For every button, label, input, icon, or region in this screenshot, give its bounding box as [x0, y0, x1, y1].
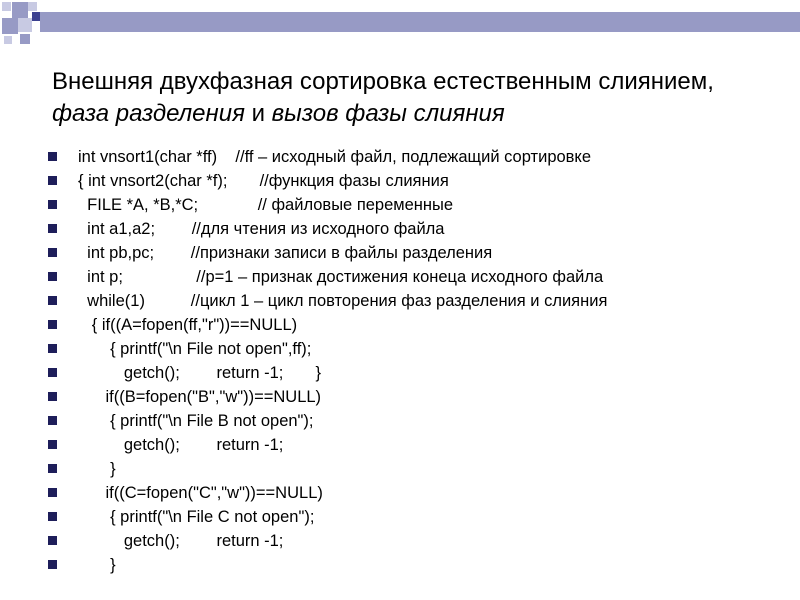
list-item [0, 313, 800, 337]
code-line: { printf("\n File not open",ff); [78, 340, 312, 358]
list-item [0, 361, 800, 385]
bullet-icon [48, 560, 57, 569]
code-line: getch(); return -1; [78, 532, 284, 550]
bullet-icon [48, 248, 57, 257]
code-line: } [78, 556, 116, 574]
deco-square [12, 2, 28, 18]
deco-square [2, 18, 18, 34]
title-italic-1: фаза разделения [52, 100, 245, 127]
list-item [0, 481, 800, 505]
deco-square [20, 34, 30, 44]
bullet-icon [48, 176, 57, 185]
code-line: int vnsort1(char *ff) //ff – исходный файл, подлежащий сортировке [78, 148, 592, 166]
code-line: if((C=fopen("C","w"))==NULL) [78, 484, 323, 502]
bullet-icon [48, 200, 57, 209]
bullet-icon [48, 440, 57, 449]
code-line: getch(); return -1; [78, 436, 284, 454]
list-item [0, 409, 800, 433]
title-text-1: Внешняя двухфазная сортировка естественным слиянием, [52, 68, 714, 95]
list-item [0, 217, 800, 241]
title-text-2: и [244, 100, 272, 127]
code-line: int a1,a2; //для чтения из исходного файла [78, 220, 445, 238]
code-line: { if((A=fopen(ff,"r"))==NULL) [78, 316, 298, 334]
code-line: { int vnsort2(char *f); //функция фазы слияния [78, 172, 449, 190]
bullet-icon [48, 344, 57, 353]
code-line: { printf("\n File C not open"); [78, 508, 315, 526]
code-line: while(1) //цикл 1 – цикл повторения фаз разделения и слияния [78, 292, 608, 310]
list-item [0, 505, 800, 529]
bullet-icon [48, 320, 57, 329]
list-item [0, 265, 800, 289]
bullet-icon [48, 488, 57, 497]
bullet-icon [48, 416, 57, 425]
list-item [0, 457, 800, 481]
bullet-icon [48, 368, 57, 377]
deco-square [2, 2, 11, 11]
list-item [0, 337, 800, 361]
code-line: FILE *A, *B,*C; // файловые переменные [78, 196, 454, 214]
bullet-icon [48, 536, 57, 545]
code-line: int p; //p=1 – признак достижения конеца исходного файла [78, 268, 604, 286]
code-line: } [78, 460, 116, 478]
header-bar [40, 12, 800, 32]
deco-square [28, 2, 37, 11]
bullet-icon [48, 272, 57, 281]
title-italic-2: вызов фазы слияния [271, 100, 505, 127]
list-item [0, 193, 800, 217]
list-item [0, 433, 800, 457]
list-item [0, 145, 800, 169]
deco-square [18, 18, 32, 32]
code-line: { printf("\n File B not open"); [78, 412, 314, 430]
bullet-icon [48, 512, 57, 521]
list-item [0, 169, 800, 193]
code-line: if((B=fopen("B","w"))==NULL) [78, 388, 322, 406]
bullet-icon [48, 464, 57, 473]
list-item [0, 529, 800, 553]
list-item [0, 385, 800, 409]
code-line: int pb,pc; //признаки записи в файлы разделения [78, 244, 493, 262]
bullet-icon [48, 224, 57, 233]
list-item [0, 289, 800, 313]
bullet-icon [48, 296, 57, 305]
code-line: getch(); return -1; } [78, 364, 321, 382]
list-item [0, 553, 800, 577]
bullet-icon [48, 152, 57, 161]
bullet-icon [48, 392, 57, 401]
deco-square [4, 36, 12, 44]
slide-title [52, 66, 772, 130]
list-item [0, 241, 800, 265]
